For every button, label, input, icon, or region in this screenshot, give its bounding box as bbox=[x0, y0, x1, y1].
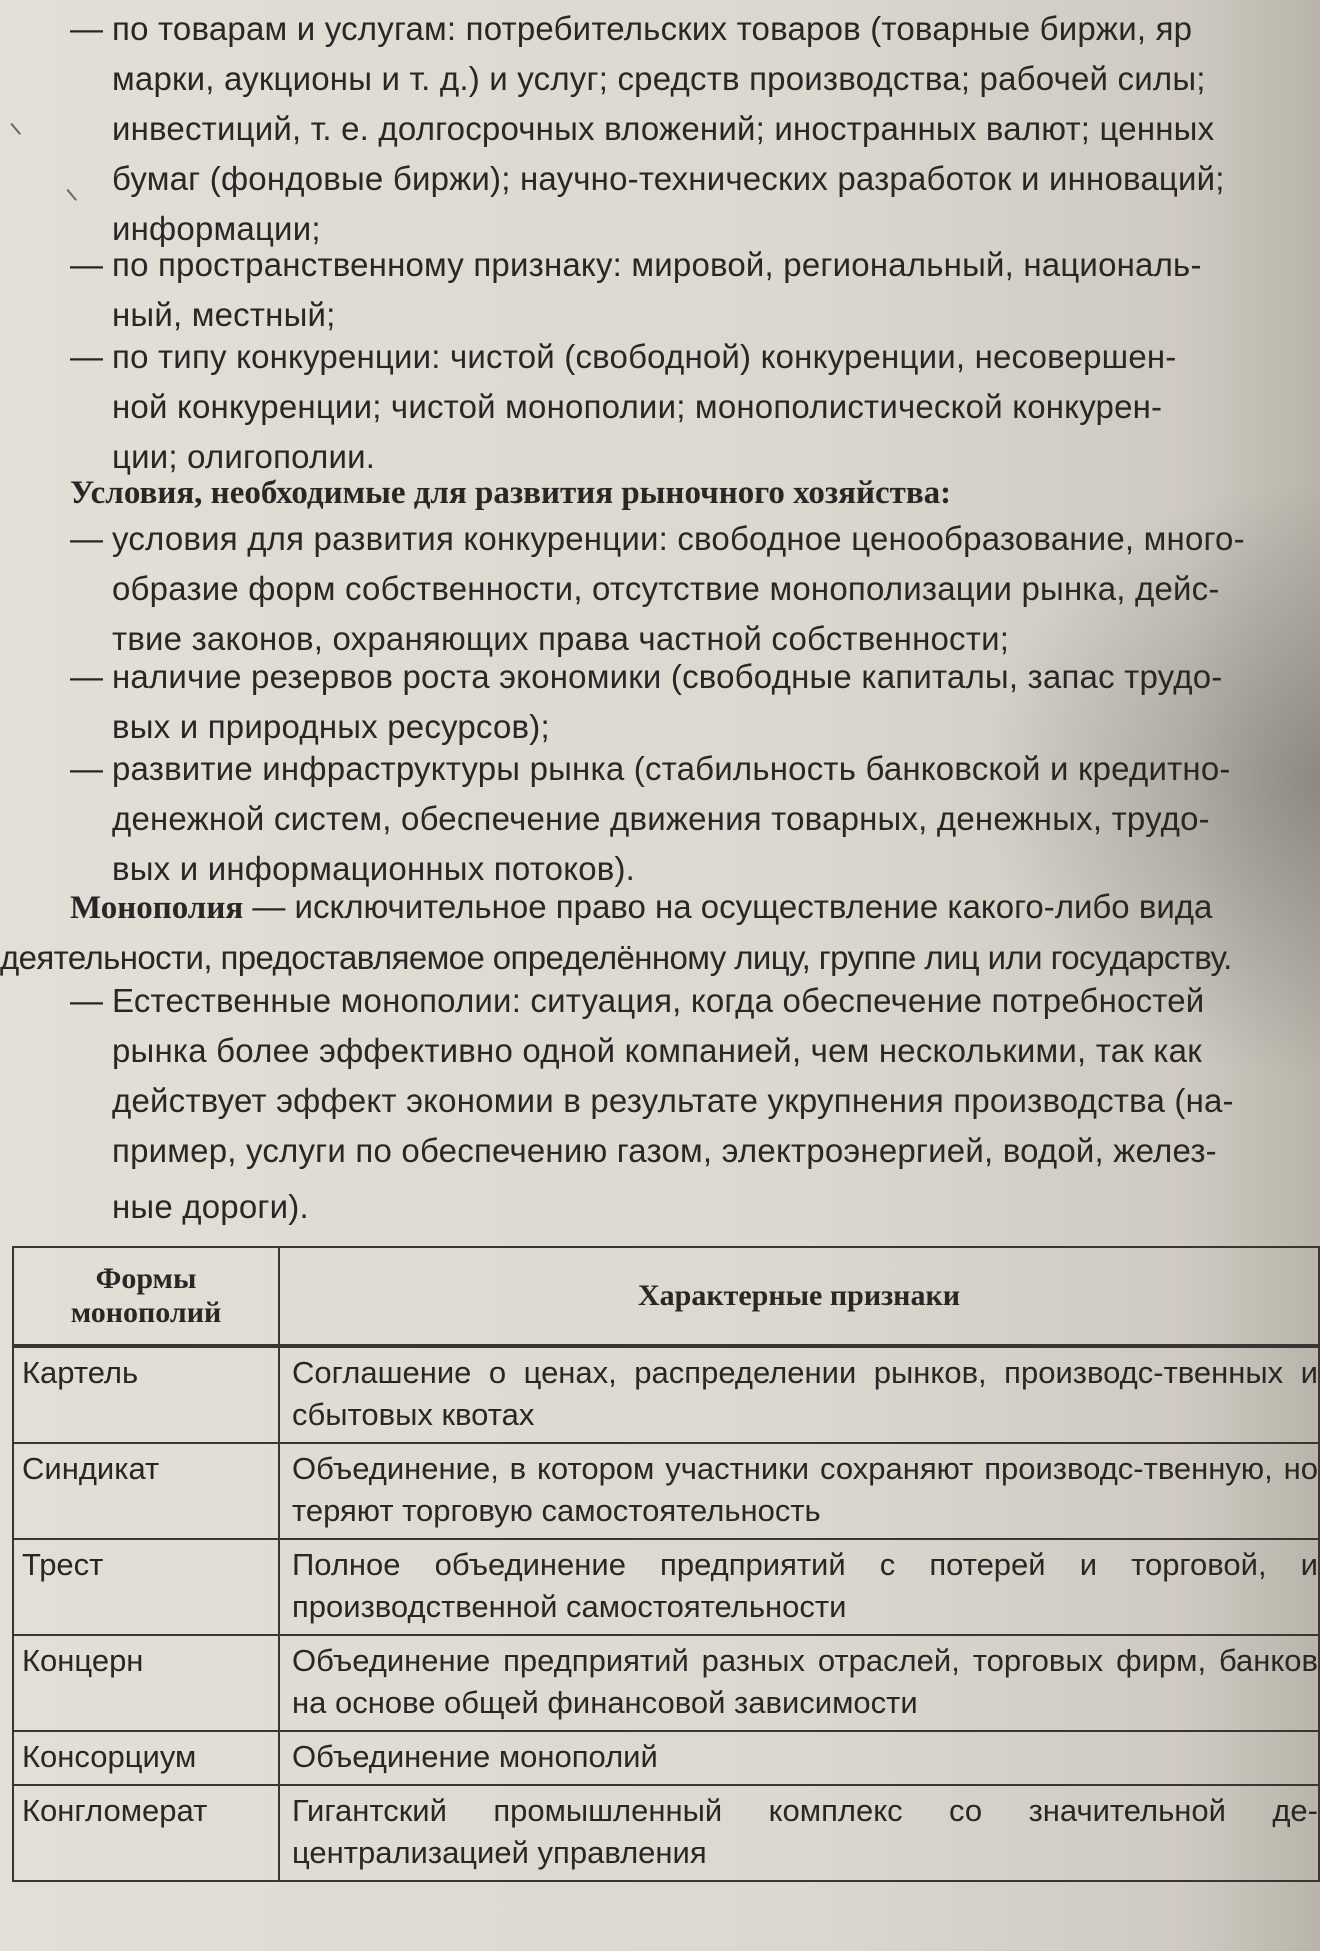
monopoly-form-name: Синдикат bbox=[13, 1443, 279, 1539]
list-item-line: твие законов, охраняющих права частной собственности; bbox=[112, 620, 1010, 657]
monopoly-form-description: Объединение монополий bbox=[279, 1731, 1319, 1785]
list-item-growth-reserves bbox=[70, 652, 1320, 752]
list-item-line: образие форм собственности, отсутствие монополизации рынка, дейс- bbox=[112, 570, 1220, 607]
dash-marker: — bbox=[70, 750, 104, 787]
table-row bbox=[13, 1785, 1319, 1881]
list-item-line: бумаг (фондовые биржи); научно-технических разработок и инноваций; bbox=[112, 160, 1225, 197]
table-header-forms: Формы монополий bbox=[13, 1247, 279, 1346]
list-item-line: вых и природных ресурсов); bbox=[112, 708, 550, 745]
monopoly-definition-line: — исключительное право на осуществление какого-либо вида bbox=[243, 888, 1213, 925]
list-item-line: по типу конкуренции: чистой (свободной) конкуренции, несовершен- bbox=[112, 338, 1177, 375]
list-item-line: действует эффект экономии в результате укрупнения производства (на- bbox=[112, 1082, 1234, 1119]
table-row bbox=[13, 1346, 1319, 1443]
list-item-line: ции; олигополии. bbox=[112, 438, 376, 475]
table-row bbox=[13, 1635, 1319, 1731]
list-item-line: информации; bbox=[112, 210, 321, 247]
dash-marker: — bbox=[70, 982, 104, 1019]
monopoly-form-description: Гигантский промышленный комплекс со значительной де-централизацией управления bbox=[279, 1785, 1319, 1881]
dash-marker: — bbox=[70, 658, 104, 695]
table-row bbox=[13, 1539, 1319, 1635]
monopoly-form-name: Концерн bbox=[13, 1635, 279, 1731]
dash-marker: — bbox=[70, 10, 104, 47]
monopoly-forms-table bbox=[12, 1246, 1320, 1882]
list-item-line: марки, аукционы и т. д.) и услуг; средств производства; рабочей силы; bbox=[112, 60, 1206, 97]
monopoly-form-description: Объединение, в котором участники сохраняют производс-твенную, но теряют торговую самостоятельность bbox=[279, 1443, 1319, 1539]
list-item-line: по товарам и услугам: потребительских товаров (товарные биржи, яр bbox=[112, 10, 1193, 47]
list-item-line: вых и информационных потоков). bbox=[112, 850, 636, 887]
monopoly-form-description: Полное объединение предприятий с потерей и торговой, и производственной самостоятельности bbox=[279, 1539, 1319, 1635]
table-row bbox=[13, 1443, 1319, 1539]
list-item-line: ные дороги). bbox=[112, 1188, 309, 1225]
monopoly-term: Монополия bbox=[70, 890, 244, 926]
dash-marker: — bbox=[70, 338, 104, 375]
list-item-line: денежной систем, обеспечение движения товарных, денежных, трудо- bbox=[112, 800, 1210, 837]
table-header-row bbox=[13, 1247, 1319, 1346]
list-item-by-space bbox=[70, 240, 1320, 340]
monopoly-form-name: Консорциум bbox=[13, 1731, 279, 1785]
monopoly-definition-line: деятельности, предоставляемое определённому лицу, группе лиц или государству. bbox=[0, 939, 1232, 976]
monopoly-form-name: Картель bbox=[13, 1346, 279, 1443]
list-item-line: развитие инфраструктуры рынка (стабильность банковской и кредитно- bbox=[112, 750, 1231, 787]
list-item-line: ной конкуренции; чистой монополии; монополистической конкурен- bbox=[112, 388, 1163, 425]
list-item-by-goods bbox=[70, 4, 1320, 254]
monopoly-form-name: Конгломерат bbox=[13, 1785, 279, 1881]
paper-scuff-mark bbox=[10, 119, 25, 135]
dash-marker: — bbox=[70, 246, 104, 283]
monopoly-form-description: Соглашение о ценах, распределении рынков, производс-твенных и сбытовых квотах bbox=[279, 1346, 1319, 1443]
monopoly-definition bbox=[0, 882, 1320, 983]
list-item-infrastructure bbox=[70, 744, 1320, 894]
monopoly-form-description: Объединение предприятий разных отраслей, торговых фирм, банков на основе общей финансовой зависимости bbox=[279, 1635, 1319, 1731]
table-row bbox=[13, 1731, 1319, 1785]
list-item-line: Естественные монополии: ситуация, когда обеспечение потребностей bbox=[112, 982, 1205, 1019]
conditions-heading: Условия, необходимые для развития рыночного хозяйства: bbox=[70, 475, 952, 511]
monopoly-form-name: Трест bbox=[13, 1539, 279, 1635]
list-item-line: ный, местный; bbox=[112, 296, 336, 333]
list-item-competition-conditions bbox=[70, 514, 1320, 664]
list-item-line: рынка более эффективно одной компанией, чем несколькими, так как bbox=[112, 1032, 1202, 1069]
list-item-natural-monopolies bbox=[70, 976, 1320, 1232]
list-item-line: по пространственному признаку: мировой, региональный, националь- bbox=[112, 246, 1202, 283]
list-item-line: наличие резервов роста экономики (свободные капиталы, запас трудо- bbox=[112, 658, 1223, 695]
dash-marker: — bbox=[70, 520, 104, 557]
list-item-by-competition bbox=[70, 332, 1320, 482]
list-item-line: условия для развития конкуренции: свободное ценообразование, много- bbox=[112, 520, 1245, 557]
table-header-features: Характерные признаки bbox=[279, 1247, 1319, 1346]
list-item-line: инвестиций, т. е. долгосрочных вложений; иностранных валют; ценных bbox=[112, 110, 1215, 147]
list-item-line: пример, услуги по обеспечению газом, электроэнергией, водой, желез- bbox=[112, 1132, 1217, 1169]
